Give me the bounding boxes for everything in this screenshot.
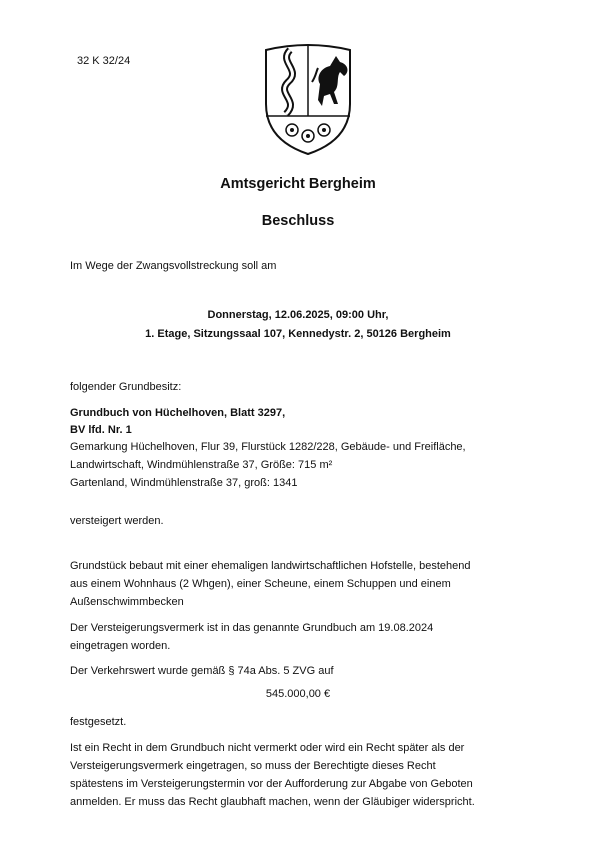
verkehrswert-intro: Der Verkehrswert wurde gemäß § 74a Abs. 5 ZVG auf: [70, 665, 334, 677]
versteigert-line: versteigert werden.: [70, 515, 164, 527]
file-number: 32 K 32/24: [77, 55, 131, 67]
grundbuch-line: Grundbuch von Hüchelhoven, Blatt 3297,: [70, 407, 286, 419]
vermerk-line-1: Der Versteigerungsvermerk ist in das genannte Grundbuch am 19.08.2024: [70, 622, 434, 634]
description-line-2: aus einem Wohnhaus (2 Whgen), einer Scheune, einem Schuppen und einem: [70, 578, 451, 590]
decision-title: Beschluss: [261, 213, 335, 229]
nrw-coat-of-arms-icon: [260, 42, 356, 156]
vermerk-line-2: eingetragen worden.: [70, 640, 171, 652]
description-line-3: Außenschwimmbecken: [70, 596, 184, 608]
verkehrswert-amount: 545.000,00 €: [265, 688, 331, 700]
auction-location: 1. Etage, Sitzungssaal 107, Kennedystr. 2, 50126 Bergheim: [145, 328, 451, 340]
recht-line-1: Ist ein Recht in dem Grundbuch nicht vermerkt oder wird ein Recht später als der: [70, 742, 465, 754]
recht-line-3: spätestens im Versteigerungstermin vor der Aufforderung zur Abgabe von Geboten: [70, 778, 473, 790]
property-intro: folgender Grundbesitz:: [70, 381, 182, 393]
auction-date: Donnerstag, 12.06.2025, 09:00 Uhr,: [207, 309, 389, 321]
court-name: Amtsgericht Bergheim: [220, 176, 376, 192]
gartenland-line: Gartenland, Windmühlenstraße 37, groß: 1341: [70, 477, 298, 489]
festgesetzt-line: festgesetzt.: [70, 716, 127, 728]
description-line-1: Grundstück bebaut mit einer ehemaligen landwirtschaftlichen Hofstelle, bestehend: [70, 560, 471, 572]
recht-line-2: Versteigerungsvermerk eingetragen, so muss der Berechtigte dieses Recht: [70, 760, 436, 772]
gemarkung-line-1: Gemarkung Hüchelhoven, Flur 39, Flurstück 1282/228, Gebäude- und Freifläche,: [70, 441, 466, 453]
intro-text: Im Wege der Zwangsvollstreckung soll am: [70, 260, 277, 272]
recht-line-4: anmelden. Er muss das Recht glaubhaft machen, wenn der Gläubiger widerspricht.: [70, 796, 475, 808]
gemarkung-line-2: Landwirtschaft, Windmühlenstraße 37, Größe: 715 m²: [70, 459, 333, 471]
bv-line: BV lfd. Nr. 1: [70, 424, 132, 436]
